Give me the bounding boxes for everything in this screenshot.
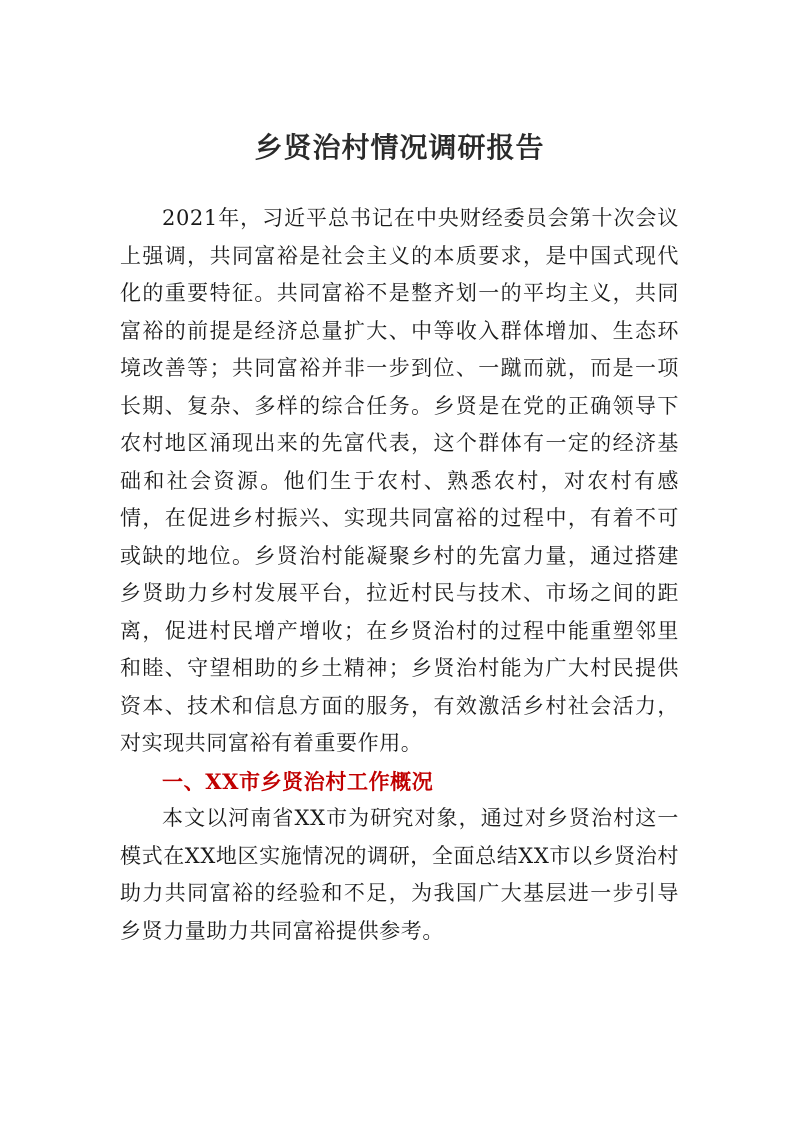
intro-paragraph: 2021年，习近平总书记在中央财经委员会第十次会议上强调，共同富裕是社会主义的本质要求，是中国式现代化的重要特征。共同富裕不是整齐划一的平均主义，共同富裕的前提是经济总量扩大、中等收入群体增加、生态环境改善等；共同富裕并非一步到位、一蹴而就，而是一项长期、复杂、多样的综合任务。乡贤是在党的正确领导下农村地区涌现出来的先富代表，这个群体有一定的经济基础和社会资源。他们生于农村、熟悉农村，对农村有感情，在促进乡村振兴、实现共同富裕的过程中，有着不可或缺的地位。乡贤治村能凝聚乡村的先富力量，通过搭建乡贤助力乡村发展平台，拉近村民与技术、市场之间的距离，促进村民增产增收；在乡贤治村的过程中能重塑邻里和睦、守望相助的乡土精神；乡贤治村能为广大村民提供资本、技术和信息方面的服务，有效激活乡村社会活力，对实现共同富裕有着重要作用。 xyxy=(120,206,679,755)
section-heading-1: 一、XX市乡贤治村工作概况 xyxy=(162,768,434,794)
document-title: 乡贤治村情况调研报告 xyxy=(254,131,545,164)
section-1-paragraph: 本文以河南省XX市为研究对象，通过对乡贤治村这一模式在XX地区实施情况的调研，全面总结XX市以乡贤治村助力共同富裕的经验和不足，为我国广大基层进一步引导乡贤力量助力共同富裕提供参考。 xyxy=(120,806,679,943)
